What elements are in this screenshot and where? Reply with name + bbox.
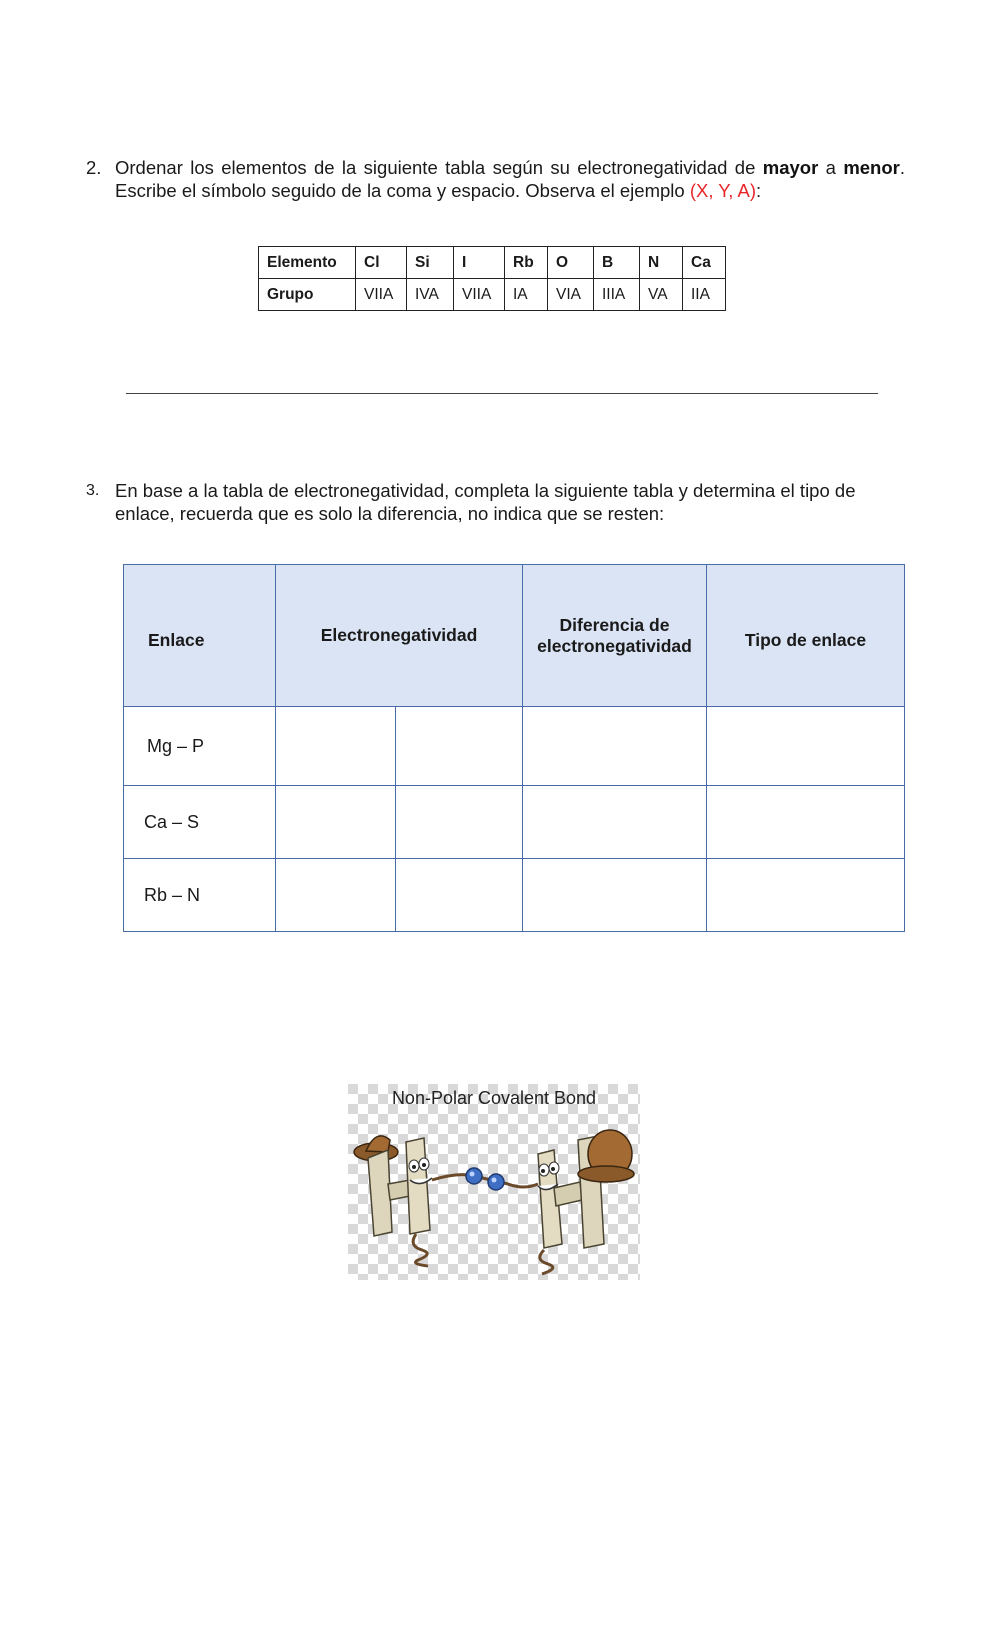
question-number: 3. bbox=[86, 482, 100, 499]
element-cell: N bbox=[640, 247, 683, 279]
header-diferencia: Diferencia de electronegatividad bbox=[523, 565, 707, 707]
group-cell: VIIA bbox=[356, 279, 407, 311]
element-cell: I bbox=[454, 247, 505, 279]
bond-table bbox=[123, 564, 905, 932]
row-label-grupo: Grupo bbox=[259, 279, 356, 311]
en-input-2[interactable] bbox=[396, 786, 523, 859]
group-row bbox=[259, 279, 726, 311]
bond-label: Ca – S bbox=[124, 786, 276, 859]
row-label-elemento: Elemento bbox=[259, 247, 356, 279]
group-cell: IA bbox=[505, 279, 548, 311]
bond-label: Rb – N bbox=[124, 859, 276, 932]
answer-line[interactable] bbox=[126, 393, 878, 394]
element-cell: Si bbox=[407, 247, 454, 279]
element-cell: Rb bbox=[505, 247, 548, 279]
header-tipo: Tipo de enlace bbox=[707, 565, 905, 707]
difference-input[interactable] bbox=[523, 707, 707, 786]
en-input-2[interactable] bbox=[396, 707, 523, 786]
question-number: 2. bbox=[86, 157, 102, 178]
en-input-2[interactable] bbox=[396, 859, 523, 932]
bond-table-header bbox=[124, 565, 905, 707]
table-row bbox=[124, 859, 905, 932]
table-row bbox=[124, 707, 905, 786]
illustration-svg bbox=[348, 1084, 640, 1280]
element-cell: Ca bbox=[683, 247, 726, 279]
en-input-1[interactable] bbox=[276, 859, 396, 932]
question-text: Ordenar los elementos de la siguiente tabla según su electronegatividad de mayor a menor. Escribe el símbolo seguido de la coma y espacio. Observa el ejemplo (X, Y, A): bbox=[115, 157, 905, 201]
element-row bbox=[259, 247, 726, 279]
nonpolar-bond-illustration bbox=[348, 1084, 640, 1280]
group-cell: IIA bbox=[683, 279, 726, 311]
question-text: En base a la tabla de electronegatividad, completa la siguiente tabla y determina el tipo de enlace, recuerda que es solo la diferencia, no indica que se resten: bbox=[115, 480, 856, 524]
group-cell: IIIA bbox=[594, 279, 640, 311]
illustration-caption: Non-Polar Covalent Bond bbox=[391, 1088, 597, 1108]
element-cell: B bbox=[594, 247, 640, 279]
group-cell: IVA bbox=[407, 279, 454, 311]
header-electronegatividad: Electronegatividad bbox=[276, 565, 523, 707]
example-text: (X, Y, A) bbox=[689, 180, 756, 201]
header-enlace: Enlace bbox=[124, 565, 276, 707]
bond-type-input[interactable] bbox=[707, 707, 905, 786]
element-cell: O bbox=[548, 247, 594, 279]
group-cell: VA bbox=[640, 279, 683, 311]
en-input-1[interactable] bbox=[276, 707, 396, 786]
group-cell: VIIA bbox=[454, 279, 505, 311]
difference-input[interactable] bbox=[523, 859, 707, 932]
bond-type-input[interactable] bbox=[707, 786, 905, 859]
element-group-table bbox=[258, 246, 726, 311]
group-cell: VIA bbox=[548, 279, 594, 311]
en-input-1[interactable] bbox=[276, 786, 396, 859]
bond-label: Mg – P bbox=[124, 707, 276, 786]
difference-input[interactable] bbox=[523, 786, 707, 859]
element-cell: Cl bbox=[356, 247, 407, 279]
bond-type-input[interactable] bbox=[707, 859, 905, 932]
table-row bbox=[124, 786, 905, 859]
